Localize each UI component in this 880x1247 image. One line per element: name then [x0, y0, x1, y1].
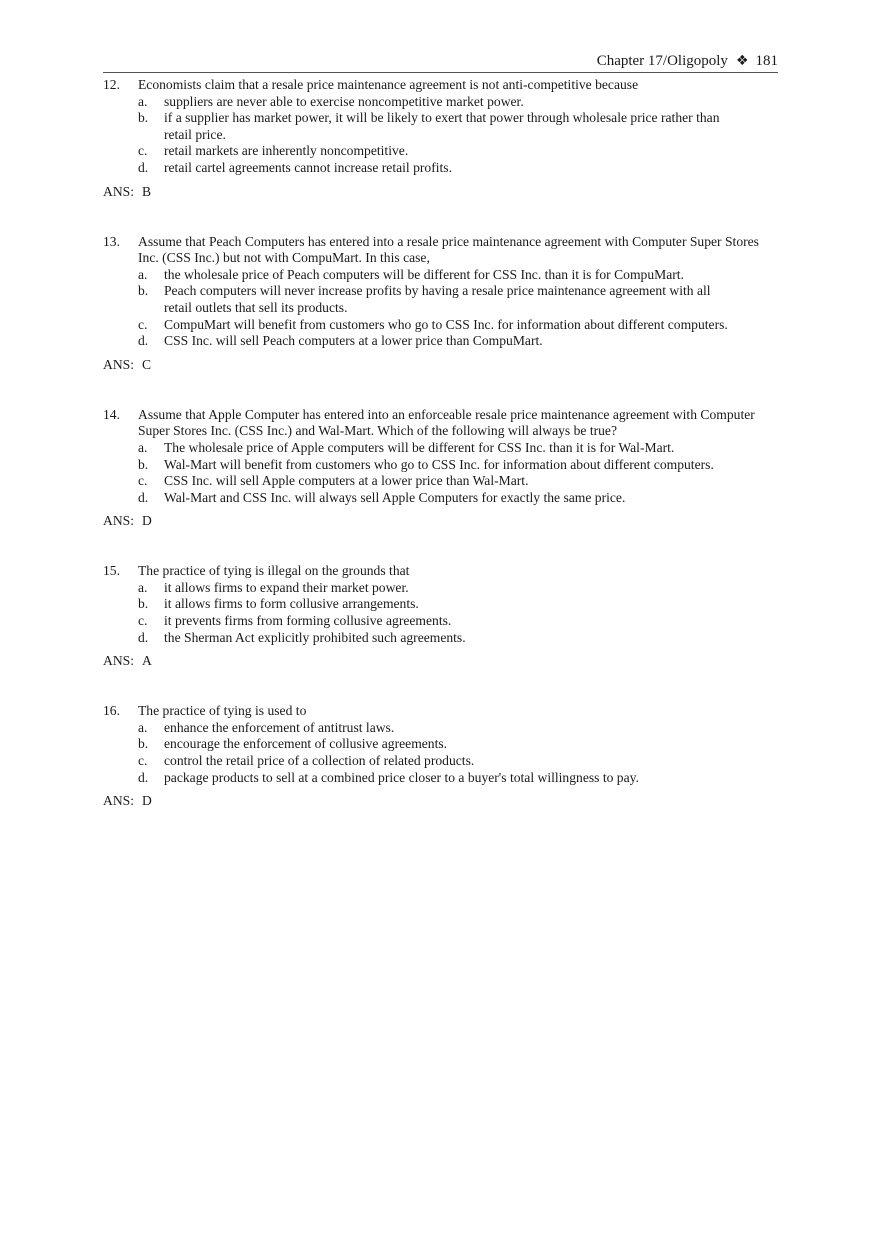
option-text: the Sherman Act explicitly prohibited such agreements. [164, 629, 466, 645]
option-letter: d. [138, 769, 149, 785]
answer-options [103, 94, 783, 177]
option-text: the wholesale price of Peach computers will be different for CSS Inc. than it is for CompuMart. [164, 266, 684, 282]
option-letter: a. [138, 719, 148, 735]
option-letter: b. [138, 596, 149, 612]
question-number: 16. [103, 703, 120, 719]
question-text: Assume that Apple Computer has entered into an enforceable resale price maintenance agreement with Computer Super Stores Inc. (CSS Inc.) and Wal-Mart. Which of the following will always be true? [138, 406, 755, 439]
option-a [103, 267, 783, 284]
spacer [103, 530, 783, 563]
option-a [103, 580, 783, 597]
question-stem [103, 563, 783, 580]
question-stem [103, 77, 783, 94]
answer-value: C [141, 356, 152, 372]
question-number: 15. [103, 563, 120, 579]
option-c [103, 143, 783, 160]
option-letter: d. [138, 489, 149, 505]
option-b [103, 736, 783, 753]
option-text: The wholesale price of Apple computers will be different for CSS Inc. than it is for Wal-Mart. [164, 439, 675, 455]
option-text: Wal-Mart will benefit from customers who go to CSS Inc. for information about different computers. [164, 456, 714, 472]
answer-options [103, 440, 783, 506]
option-text: if a supplier has market power, it will be likely to exert that power through wholesale price rather than retail price. [164, 110, 720, 142]
option-text: it allows firms to expand their market power. [164, 579, 409, 595]
option-d [103, 630, 783, 647]
option-text: CSS Inc. will sell Peach computers at a lower price than CompuMart. [164, 333, 543, 349]
option-letter: a. [138, 579, 148, 595]
option-letter: c. [138, 753, 148, 769]
option-text: it allows firms to form collusive arrangements. [164, 596, 419, 612]
option-letter: a. [138, 439, 148, 455]
option-text: encourage the enforcement of collusive agreements. [164, 736, 448, 752]
question-number: 14. [103, 406, 120, 422]
question-stem [103, 703, 783, 720]
option-letter: b. [138, 456, 149, 472]
question-13 [103, 234, 783, 374]
question-number: 12. [103, 77, 120, 92]
option-b [103, 457, 783, 474]
option-b [103, 110, 783, 143]
answer-options [103, 720, 783, 786]
option-letter: d. [138, 629, 149, 645]
question-list [103, 77, 783, 810]
answer-value: A [141, 653, 152, 669]
question-stem [103, 407, 783, 440]
answer-label: ANS: [103, 513, 134, 529]
option-letter: d. [138, 159, 149, 175]
answer-label: ANS: [103, 793, 134, 809]
answer-options [103, 580, 783, 646]
question-number: 13. [103, 233, 120, 249]
option-a [103, 440, 783, 457]
answer-label: ANS: [103, 183, 134, 199]
option-c [103, 753, 783, 770]
answer-line [103, 184, 783, 201]
option-d [103, 770, 783, 787]
answer-value: D [141, 793, 152, 809]
spacer [103, 670, 783, 703]
question-15 [103, 563, 783, 670]
question-text: Economists claim that a resale price maintenance agreement is not anti-competitive because [138, 77, 639, 92]
answer-line [103, 793, 783, 810]
option-d [103, 490, 783, 507]
answer-line [103, 513, 783, 530]
option-letter: a. [138, 93, 148, 109]
option-letter: c. [138, 316, 148, 332]
answer-value: D [141, 513, 152, 529]
option-d [103, 160, 783, 177]
answer-options [103, 267, 783, 350]
question-12 [103, 77, 783, 201]
option-text: control the retail price of a collection of related products. [164, 753, 475, 769]
option-text: retail markets are inherently noncompetitive. [164, 143, 409, 159]
option-b [103, 596, 783, 613]
question-text: Assume that Peach Computers has entered into a resale price maintenance agreement with Computer Super Stores Inc. (CSS Inc.) but not with CompuMart. In this case, [138, 233, 759, 266]
option-c [103, 317, 783, 334]
option-text: retail cartel agreements cannot increase retail profits. [164, 159, 452, 175]
spacer [103, 374, 783, 407]
option-c [103, 473, 783, 490]
question-stem [103, 234, 783, 267]
page-number: 181 [755, 53, 778, 69]
answer-line [103, 653, 783, 670]
option-letter: c. [138, 473, 148, 489]
option-text: Peach computers will never increase profits by having a resale price maintenance agreement with all retail outlets that sell its products. [164, 283, 711, 315]
option-text: CompuMart will benefit from customers who go to CSS Inc. for information about different computers. [164, 316, 728, 332]
running-header [103, 50, 778, 73]
question-16 [103, 703, 783, 810]
option-text: it prevents firms from forming collusive agreements. [164, 613, 452, 629]
option-a [103, 94, 783, 111]
option-a [103, 720, 783, 737]
option-letter: c. [138, 613, 148, 629]
answer-label: ANS: [103, 356, 134, 372]
answer-line [103, 357, 783, 374]
option-b [103, 283, 783, 316]
option-d [103, 333, 783, 350]
option-letter: b. [138, 736, 149, 752]
question-text: The practice of tying is used to [138, 703, 307, 719]
option-letter: a. [138, 266, 148, 282]
answer-value: B [141, 183, 152, 199]
question-14 [103, 407, 783, 531]
option-text: CSS Inc. will sell Apple computers at a lower price than Wal-Mart. [164, 473, 529, 489]
option-letter: b. [138, 283, 149, 299]
chapter-title: Chapter 17/Oligopoly [596, 53, 728, 69]
option-letter: d. [138, 333, 149, 349]
option-letter: b. [138, 110, 149, 126]
option-text: Wal-Mart and CSS Inc. will always sell Apple Computers for exactly the same price. [164, 489, 626, 505]
option-text: suppliers are never able to exercise noncompetitive market power. [164, 93, 524, 109]
question-text: The practice of tying is illegal on the grounds that [138, 563, 410, 579]
diamond-ornament-icon: ❖ [735, 53, 749, 69]
option-text: package products to sell at a combined price closer to a buyer's total willingness to pay. [164, 769, 639, 785]
option-text: enhance the enforcement of antitrust laws. [164, 719, 395, 735]
option-c [103, 613, 783, 630]
option-letter: c. [138, 143, 148, 159]
answer-label: ANS: [103, 653, 134, 669]
spacer [103, 201, 783, 234]
